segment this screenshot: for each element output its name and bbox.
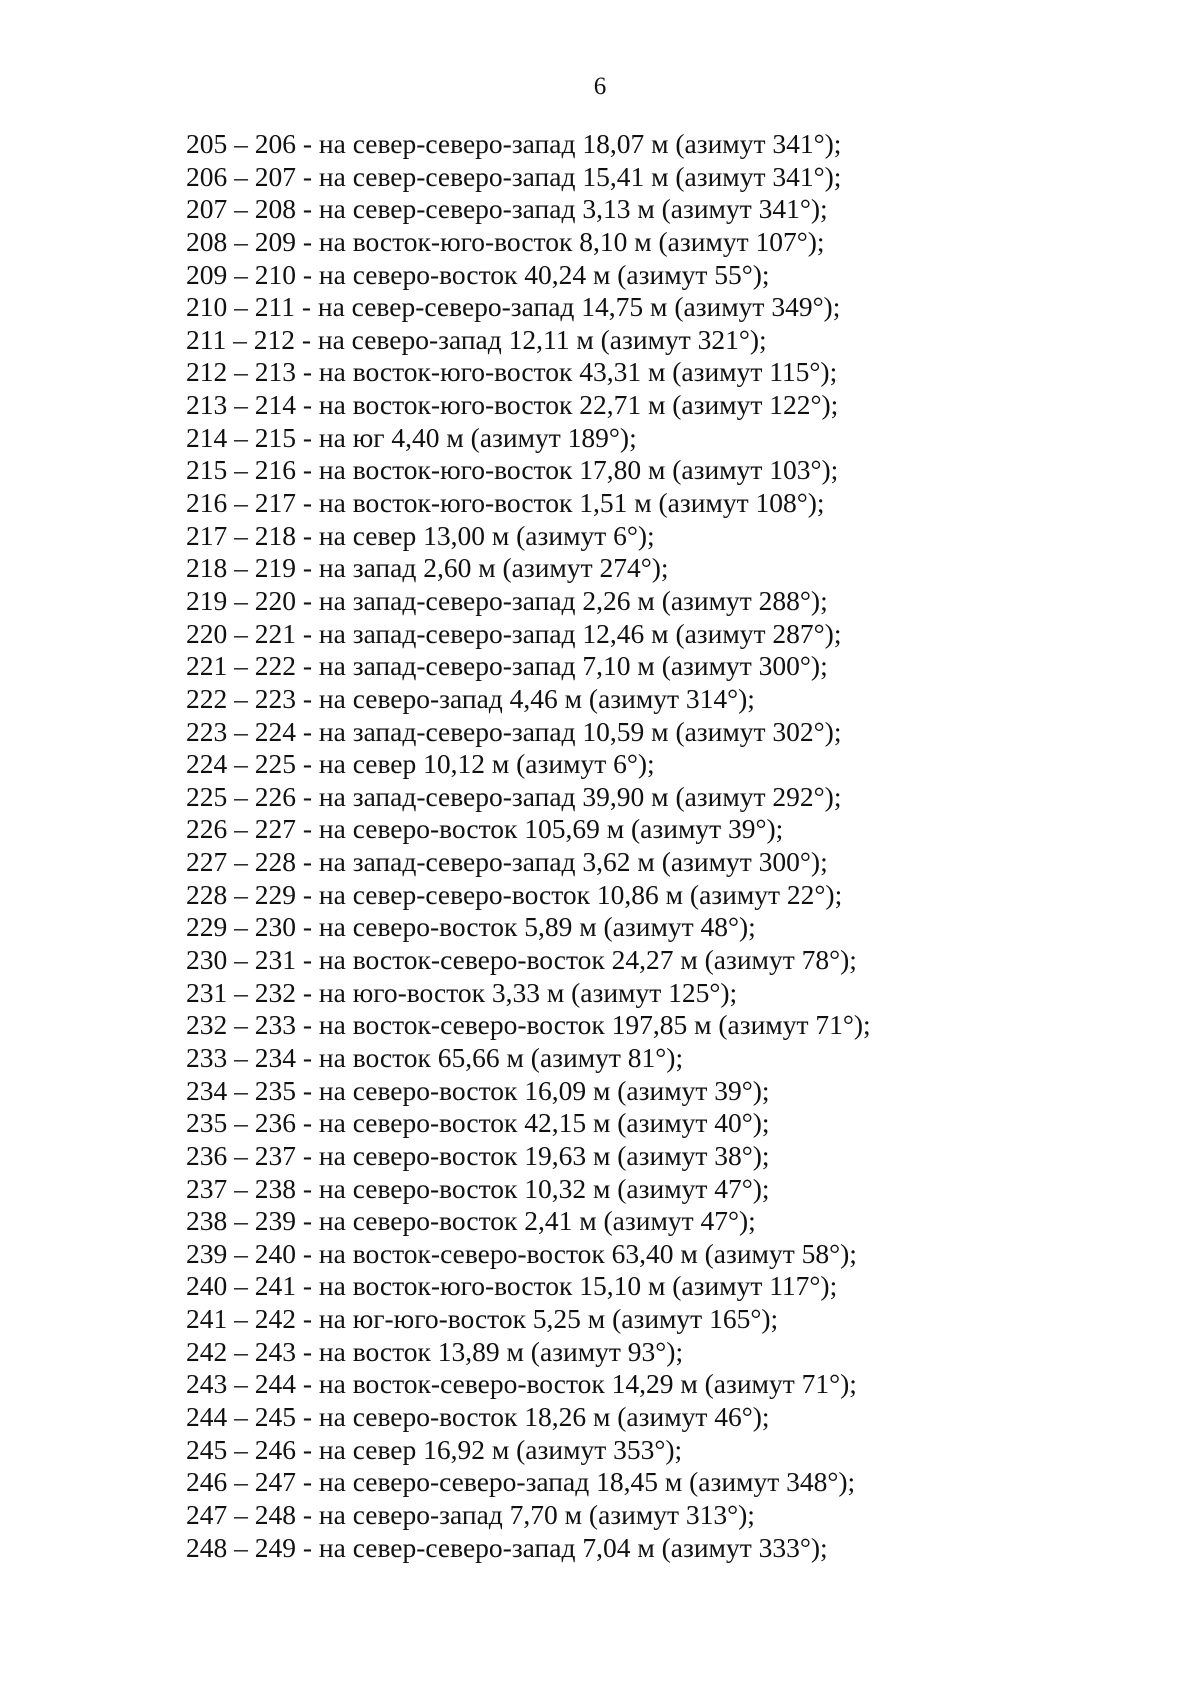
boundary-segment-line: 223 – 224 - на запад-северо-запад 10,59 м (азимут 302°); [186, 715, 842, 747]
boundary-segment-line: 242 – 243 - на восток 13,89 м (азимут 93°); [186, 1335, 684, 1367]
boundary-segment-line: 228 – 229 - на север-северо-восток 10,86 м (азимут 22°); [186, 878, 843, 910]
boundary-segment-line: 244 – 245 - на северо-восток 18,26 м (азимут 46°); [186, 1400, 770, 1432]
boundary-segment-line: 235 – 236 - на северо-восток 42,15 м (азимут 40°); [186, 1107, 770, 1139]
page-number: 6 [593, 73, 607, 100]
boundary-segment-line: 229 – 230 - на северо-восток 5,89 м (азимут 48°); [186, 911, 756, 943]
boundary-segment-line: 247 – 248 - на северо-запад 7,70 м (азимут 313°); [186, 1498, 755, 1530]
boundary-segment-line: 230 – 231 - на восток-северо-восток 24,27 м (азимут 78°); [186, 944, 857, 976]
boundary-segment-line: 225 – 226 - на запад-северо-запад 39,90 м (азимут 292°); [186, 780, 842, 812]
boundary-segment-line: 205 – 206 - на север-северо-запад 18,07 м (азимут 341°); [186, 128, 842, 159]
boundary-segment-line: 222 – 223 - на северо-запад 4,46 м (азимут 314°); [186, 682, 755, 714]
boundary-segment-line: 212 – 213 - на восток-юго-восток 43,31 м (азимут 115°); [186, 356, 838, 388]
boundary-segment-list [186, 128, 871, 1564]
boundary-segment-line: 219 – 220 - на запад-северо-запад 2,26 м (азимут 288°); [186, 584, 828, 616]
boundary-segment-line: 206 – 207 - на север-северо-запад 15,41 м (азимут 341°); [186, 160, 842, 192]
boundary-segment-line: 218 – 219 - на запад 2,60 м (азимут 274°); [186, 552, 669, 584]
boundary-segment-line: 238 – 239 - на северо-восток 2,41 м (азимут 47°); [186, 1205, 756, 1237]
boundary-segment-line: 232 – 233 - на восток-северо-восток 197,85 м (азимут 71°); [186, 1009, 871, 1041]
boundary-segment-line: 243 – 244 - на восток-северо-восток 14,29 м (азимут 71°); [186, 1368, 857, 1400]
boundary-segment-line: 208 – 209 - на восток-юго-восток 8,10 м (азимут 107°); [186, 225, 825, 257]
boundary-segment-line: 245 – 246 - на север 16,92 м (азимут 353°); [186, 1433, 683, 1465]
boundary-segment-line: 216 – 217 - на восток-юго-восток 1,51 м (азимут 108°); [186, 487, 825, 519]
boundary-segment-line: 207 – 208 - на север-северо-запад 3,13 м (азимут 341°); [186, 193, 828, 225]
boundary-segment-line: 227 – 228 - на запад-северо-запад 3,62 м (азимут 300°); [186, 846, 828, 878]
boundary-segment-line: 213 – 214 - на восток-юго-восток 22,71 м (азимут 122°); [186, 389, 839, 421]
boundary-segment-line: 214 – 215 - на юг 4,40 м (азимут 189°); [186, 421, 637, 453]
boundary-segment-line: 248 – 249 - на север-северо-запад 7,04 м (азимут 333°); [186, 1531, 828, 1563]
boundary-segment-line: 241 – 242 - на юг-юго-восток 5,25 м (азимут 165°); [186, 1303, 779, 1335]
boundary-segment-line: 231 – 232 - на юго-восток 3,33 м (азимут 125°); [186, 976, 738, 1008]
boundary-segment-line: 239 – 240 - на восток-северо-восток 63,40 м (азимут 58°); [186, 1237, 857, 1269]
boundary-segment-line: 234 – 235 - на северо-восток 16,09 м (азимут 39°); [186, 1074, 770, 1106]
boundary-segment-line: 220 – 221 - на запад-северо-запад 12,46 м (азимут 287°); [186, 617, 842, 649]
boundary-segment-line: 236 – 237 - на северо-восток 19,63 м (азимут 38°); [186, 1139, 770, 1171]
boundary-segment-line: 237 – 238 - на северо-восток 10,32 м (азимут 47°); [186, 1172, 770, 1204]
boundary-segment-line: 209 – 210 - на северо-восток 40,24 м (азимут 55°); [186, 258, 770, 290]
boundary-segment-line: 240 – 241 - на восток-юго-восток 15,10 м (азимут 117°); [186, 1270, 838, 1302]
boundary-segment-line: 221 – 222 - на запад-северо-запад 7,10 м (азимут 300°); [186, 650, 828, 682]
boundary-segment-line: 215 – 216 - на восток-юго-восток 17,80 м (азимут 103°); [186, 454, 839, 486]
boundary-segment-line: 224 – 225 - на север 10,12 м (азимут 6°); [186, 748, 655, 780]
boundary-segment-line: 217 – 218 - на север 13,00 м (азимут 6°); [186, 519, 655, 551]
boundary-segment-line: 226 – 227 - на северо-восток 105,69 м (азимут 39°); [186, 813, 784, 845]
boundary-segment-line: 246 – 247 - на северо-северо-запад 18,45 м (азимут 348°); [186, 1466, 856, 1498]
boundary-segment-line: 233 – 234 - на восток 65,66 м (азимут 81°); [186, 1041, 684, 1073]
boundary-segment-line: 211 – 212 - на северо-запад 12,11 м (азимут 321°); [186, 323, 767, 355]
boundary-segment-line: 210 – 211 - на север-северо-запад 14,75 м (азимут 349°); [186, 291, 841, 323]
